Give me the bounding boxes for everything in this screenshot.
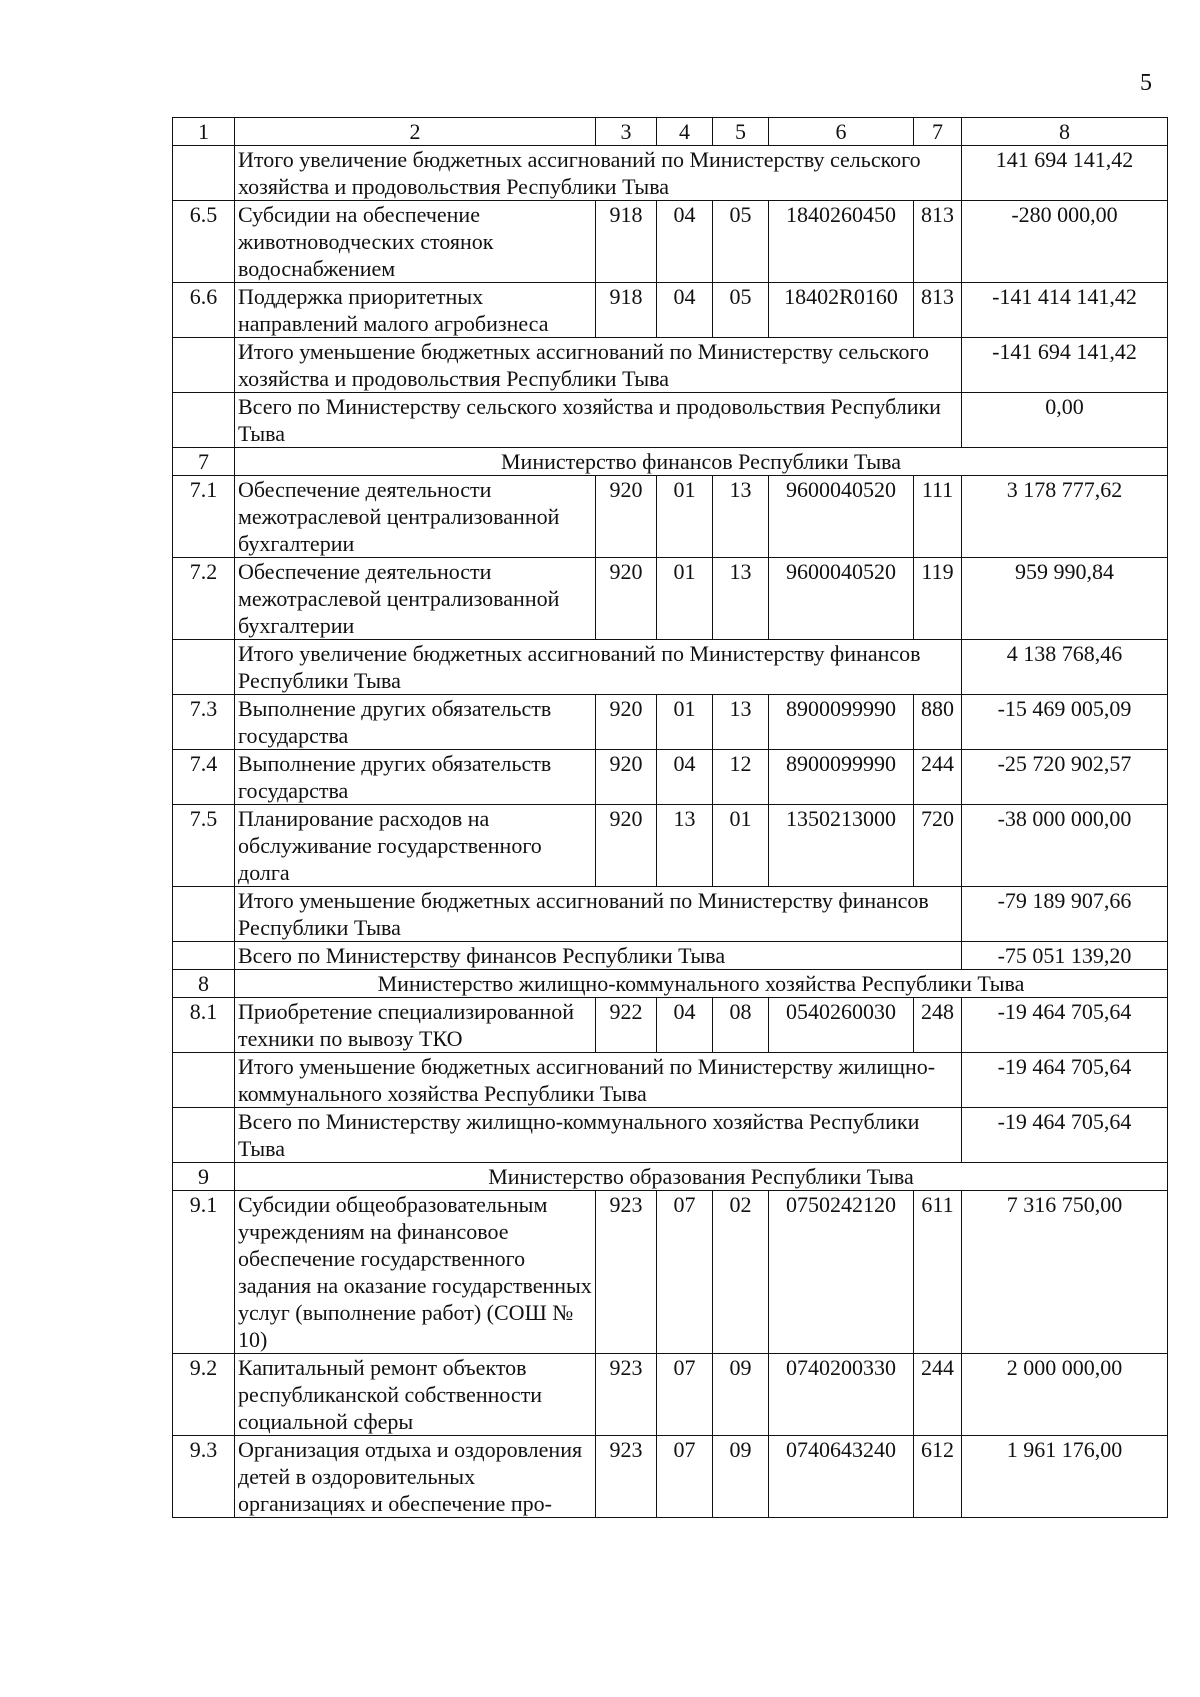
expense-type-code: 612 xyxy=(914,1436,962,1518)
amount-cell: -15 469 005,09 xyxy=(962,695,1168,750)
section-heading: Министерство жилищно-коммунального хозяйства Республики Тыва xyxy=(235,970,1168,998)
subsection-code: 13 xyxy=(713,558,769,640)
expense-type-code: 111 xyxy=(914,476,962,558)
table-row xyxy=(173,283,1168,338)
section-code: 13 xyxy=(657,805,713,887)
total-row xyxy=(173,887,1168,942)
section-heading-row xyxy=(173,448,1168,476)
column-header: 2 xyxy=(235,118,596,146)
expense-description: Планирование расходов на обслуживание государственного долга xyxy=(235,805,596,887)
subsection-code: 12 xyxy=(713,750,769,805)
section-code: 04 xyxy=(657,201,713,283)
section-code: 04 xyxy=(657,750,713,805)
row-number-empty xyxy=(173,1053,235,1108)
expense-type-code: 720 xyxy=(914,805,962,887)
table-row xyxy=(173,1354,1168,1436)
expense-description: Приобретение специализированной техники по вывозу ТКО xyxy=(235,998,596,1053)
amount-cell: 7 316 750,00 xyxy=(962,1191,1168,1354)
row-number: 6.6 xyxy=(173,283,235,338)
table-row xyxy=(173,1436,1168,1518)
row-number: 7.5 xyxy=(173,805,235,887)
row-number-empty xyxy=(173,887,235,942)
section-code: 07 xyxy=(657,1354,713,1436)
target-article-code: 18402R0160 xyxy=(769,283,914,338)
subsection-code: 01 xyxy=(713,805,769,887)
target-article-code: 0740200330 xyxy=(769,1354,914,1436)
subsection-code: 13 xyxy=(713,476,769,558)
total-row xyxy=(173,1108,1168,1163)
target-article-code: 0540260030 xyxy=(769,998,914,1053)
total-label: Всего по Министерству финансов Республики Тыва xyxy=(235,942,962,970)
target-article-code: 1350213000 xyxy=(769,805,914,887)
subsection-code: 08 xyxy=(713,998,769,1053)
row-number: 9.1 xyxy=(173,1191,235,1354)
column-header: 8 xyxy=(962,118,1168,146)
page-number: 5 xyxy=(1140,70,1152,96)
total-label: Всего по Министерству сельского хозяйства и продовольствия Республики Тыва xyxy=(235,393,962,448)
expense-description: Обеспечение деятельности межотраслевой централизованной бухгалтерии xyxy=(235,558,596,640)
ministry-code: 923 xyxy=(596,1436,657,1518)
amount-cell: -141 414 141,42 xyxy=(962,283,1168,338)
column-header: 6 xyxy=(769,118,914,146)
row-number: 7 xyxy=(173,448,235,476)
column-header: 4 xyxy=(657,118,713,146)
amount-cell: -19 464 705,64 xyxy=(962,1053,1168,1108)
total-row xyxy=(173,146,1168,201)
expense-description: Субсидии общеобразовательным учреждениям на финансовое обеспечение государственного задания на оказание государственных услуг (выполнение работ) (СОШ № 10) xyxy=(235,1191,596,1354)
expense-description: Капитальный ремонт объектов республиканской собственности социальной сферы xyxy=(235,1354,596,1436)
column-header: 3 xyxy=(596,118,657,146)
table-row xyxy=(173,476,1168,558)
section-code: 01 xyxy=(657,558,713,640)
target-article-code: 9600040520 xyxy=(769,476,914,558)
ministry-code: 923 xyxy=(596,1354,657,1436)
amount-cell: -38 000 000,00 xyxy=(962,805,1168,887)
amount-cell: -25 720 902,57 xyxy=(962,750,1168,805)
table-row xyxy=(173,805,1168,887)
subsection-code: 02 xyxy=(713,1191,769,1354)
expense-type-code: 244 xyxy=(914,1354,962,1436)
row-number-empty xyxy=(173,393,235,448)
ministry-code: 920 xyxy=(596,476,657,558)
expense-type-code: 813 xyxy=(914,201,962,283)
amount-cell: 1 961 176,00 xyxy=(962,1436,1168,1518)
ministry-code: 920 xyxy=(596,558,657,640)
section-heading: Министерство образования Республики Тыва xyxy=(235,1163,1168,1191)
amount-cell: 4 138 768,46 xyxy=(962,640,1168,695)
ministry-code: 920 xyxy=(596,805,657,887)
column-header: 5 xyxy=(713,118,769,146)
total-label: Всего по Министерству жилищно-коммунального хозяйства Республики Тыва xyxy=(235,1108,962,1163)
table-row xyxy=(173,695,1168,750)
total-row xyxy=(173,338,1168,393)
ministry-code: 920 xyxy=(596,750,657,805)
amount-cell: -19 464 705,64 xyxy=(962,998,1168,1053)
total-label: Итого увеличение бюджетных ассигнований по Министерству финансов Республики Тыва xyxy=(235,640,962,695)
row-number: 9 xyxy=(173,1163,235,1191)
expense-description: Организация отдыха и оздоровления детей в оздоровительных организациях и обеспечение про- xyxy=(235,1436,596,1518)
table-row xyxy=(173,201,1168,283)
subsection-code: 05 xyxy=(713,283,769,338)
section-code: 04 xyxy=(657,283,713,338)
expense-type-code: 611 xyxy=(914,1191,962,1354)
row-number: 7.2 xyxy=(173,558,235,640)
row-number: 8.1 xyxy=(173,998,235,1053)
subsection-code: 09 xyxy=(713,1436,769,1518)
target-article-code: 8900099990 xyxy=(769,695,914,750)
ministry-code: 923 xyxy=(596,1191,657,1354)
row-number: 7.3 xyxy=(173,695,235,750)
total-row xyxy=(173,1053,1168,1108)
expense-description: Выполнение других обязательств государства xyxy=(235,750,596,805)
table-body xyxy=(173,146,1168,1518)
expense-type-code: 244 xyxy=(914,750,962,805)
amount-cell: 959 990,84 xyxy=(962,558,1168,640)
row-number: 8 xyxy=(173,970,235,998)
expense-description: Обеспечение деятельности межотраслевой централизованной бухгалтерии xyxy=(235,476,596,558)
table-row xyxy=(173,1191,1168,1354)
section-heading-row xyxy=(173,1163,1168,1191)
amount-cell: 0,00 xyxy=(962,393,1168,448)
ministry-code: 920 xyxy=(596,695,657,750)
amount-cell: -75 051 139,20 xyxy=(962,942,1168,970)
ministry-code: 918 xyxy=(596,201,657,283)
expense-description: Выполнение других обязательств государства xyxy=(235,695,596,750)
row-number: 9.3 xyxy=(173,1436,235,1518)
total-row xyxy=(173,640,1168,695)
row-number-empty xyxy=(173,146,235,201)
expense-description: Поддержка приоритетных направлений малого агробизнеса xyxy=(235,283,596,338)
column-header: 1 xyxy=(173,118,235,146)
target-article-code: 9600040520 xyxy=(769,558,914,640)
row-number: 7.1 xyxy=(173,476,235,558)
amount-cell: -141 694 141,42 xyxy=(962,338,1168,393)
section-code: 07 xyxy=(657,1436,713,1518)
total-row xyxy=(173,942,1168,970)
amount-cell: 2 000 000,00 xyxy=(962,1354,1168,1436)
amount-cell: 141 694 141,42 xyxy=(962,146,1168,201)
total-label: Итого уменьшение бюджетных ассигнований по Министерству финансов Республики Тыва xyxy=(235,887,962,942)
section-heading: Министерство финансов Республики Тыва xyxy=(235,448,1168,476)
table-header-row xyxy=(173,118,1168,146)
total-label: Итого уменьшение бюджетных ассигнований по Министерству сельского хозяйства и продовольствия Республики Тыва xyxy=(235,338,962,393)
table-row xyxy=(173,558,1168,640)
row-number-empty xyxy=(173,338,235,393)
total-label: Итого увеличение бюджетных ассигнований по Министерству сельского хозяйства и продовольствия Республики Тыва xyxy=(235,146,962,201)
budget-table xyxy=(172,117,1168,1518)
section-code: 04 xyxy=(657,998,713,1053)
amount-cell: -79 189 907,66 xyxy=(962,887,1168,942)
amount-cell: -19 464 705,64 xyxy=(962,1108,1168,1163)
expense-type-code: 880 xyxy=(914,695,962,750)
section-code: 01 xyxy=(657,695,713,750)
section-heading-row xyxy=(173,970,1168,998)
expense-type-code: 248 xyxy=(914,998,962,1053)
target-article-code: 8900099990 xyxy=(769,750,914,805)
expense-description: Субсидии на обеспечение животноводческих стоянок водоснабжением xyxy=(235,201,596,283)
total-label: Итого уменьшение бюджетных ассигнований по Министерству жилищно-коммунального хозяйства Республики Тыва xyxy=(235,1053,962,1108)
total-row xyxy=(173,393,1168,448)
row-number: 9.2 xyxy=(173,1354,235,1436)
table-row xyxy=(173,998,1168,1053)
row-number: 7.4 xyxy=(173,750,235,805)
target-article-code: 0740643240 xyxy=(769,1436,914,1518)
row-number-empty xyxy=(173,942,235,970)
table-row xyxy=(173,750,1168,805)
subsection-code: 05 xyxy=(713,201,769,283)
row-number-empty xyxy=(173,640,235,695)
section-code: 07 xyxy=(657,1191,713,1354)
subsection-code: 09 xyxy=(713,1354,769,1436)
target-article-code: 0750242120 xyxy=(769,1191,914,1354)
amount-cell: 3 178 777,62 xyxy=(962,476,1168,558)
row-number-empty xyxy=(173,1108,235,1163)
subsection-code: 13 xyxy=(713,695,769,750)
ministry-code: 922 xyxy=(596,998,657,1053)
section-code: 01 xyxy=(657,476,713,558)
row-number: 6.5 xyxy=(173,201,235,283)
ministry-code: 918 xyxy=(596,283,657,338)
expense-type-code: 119 xyxy=(914,558,962,640)
column-header: 7 xyxy=(914,118,962,146)
expense-type-code: 813 xyxy=(914,283,962,338)
amount-cell: -280 000,00 xyxy=(962,201,1168,283)
target-article-code: 1840260450 xyxy=(769,201,914,283)
